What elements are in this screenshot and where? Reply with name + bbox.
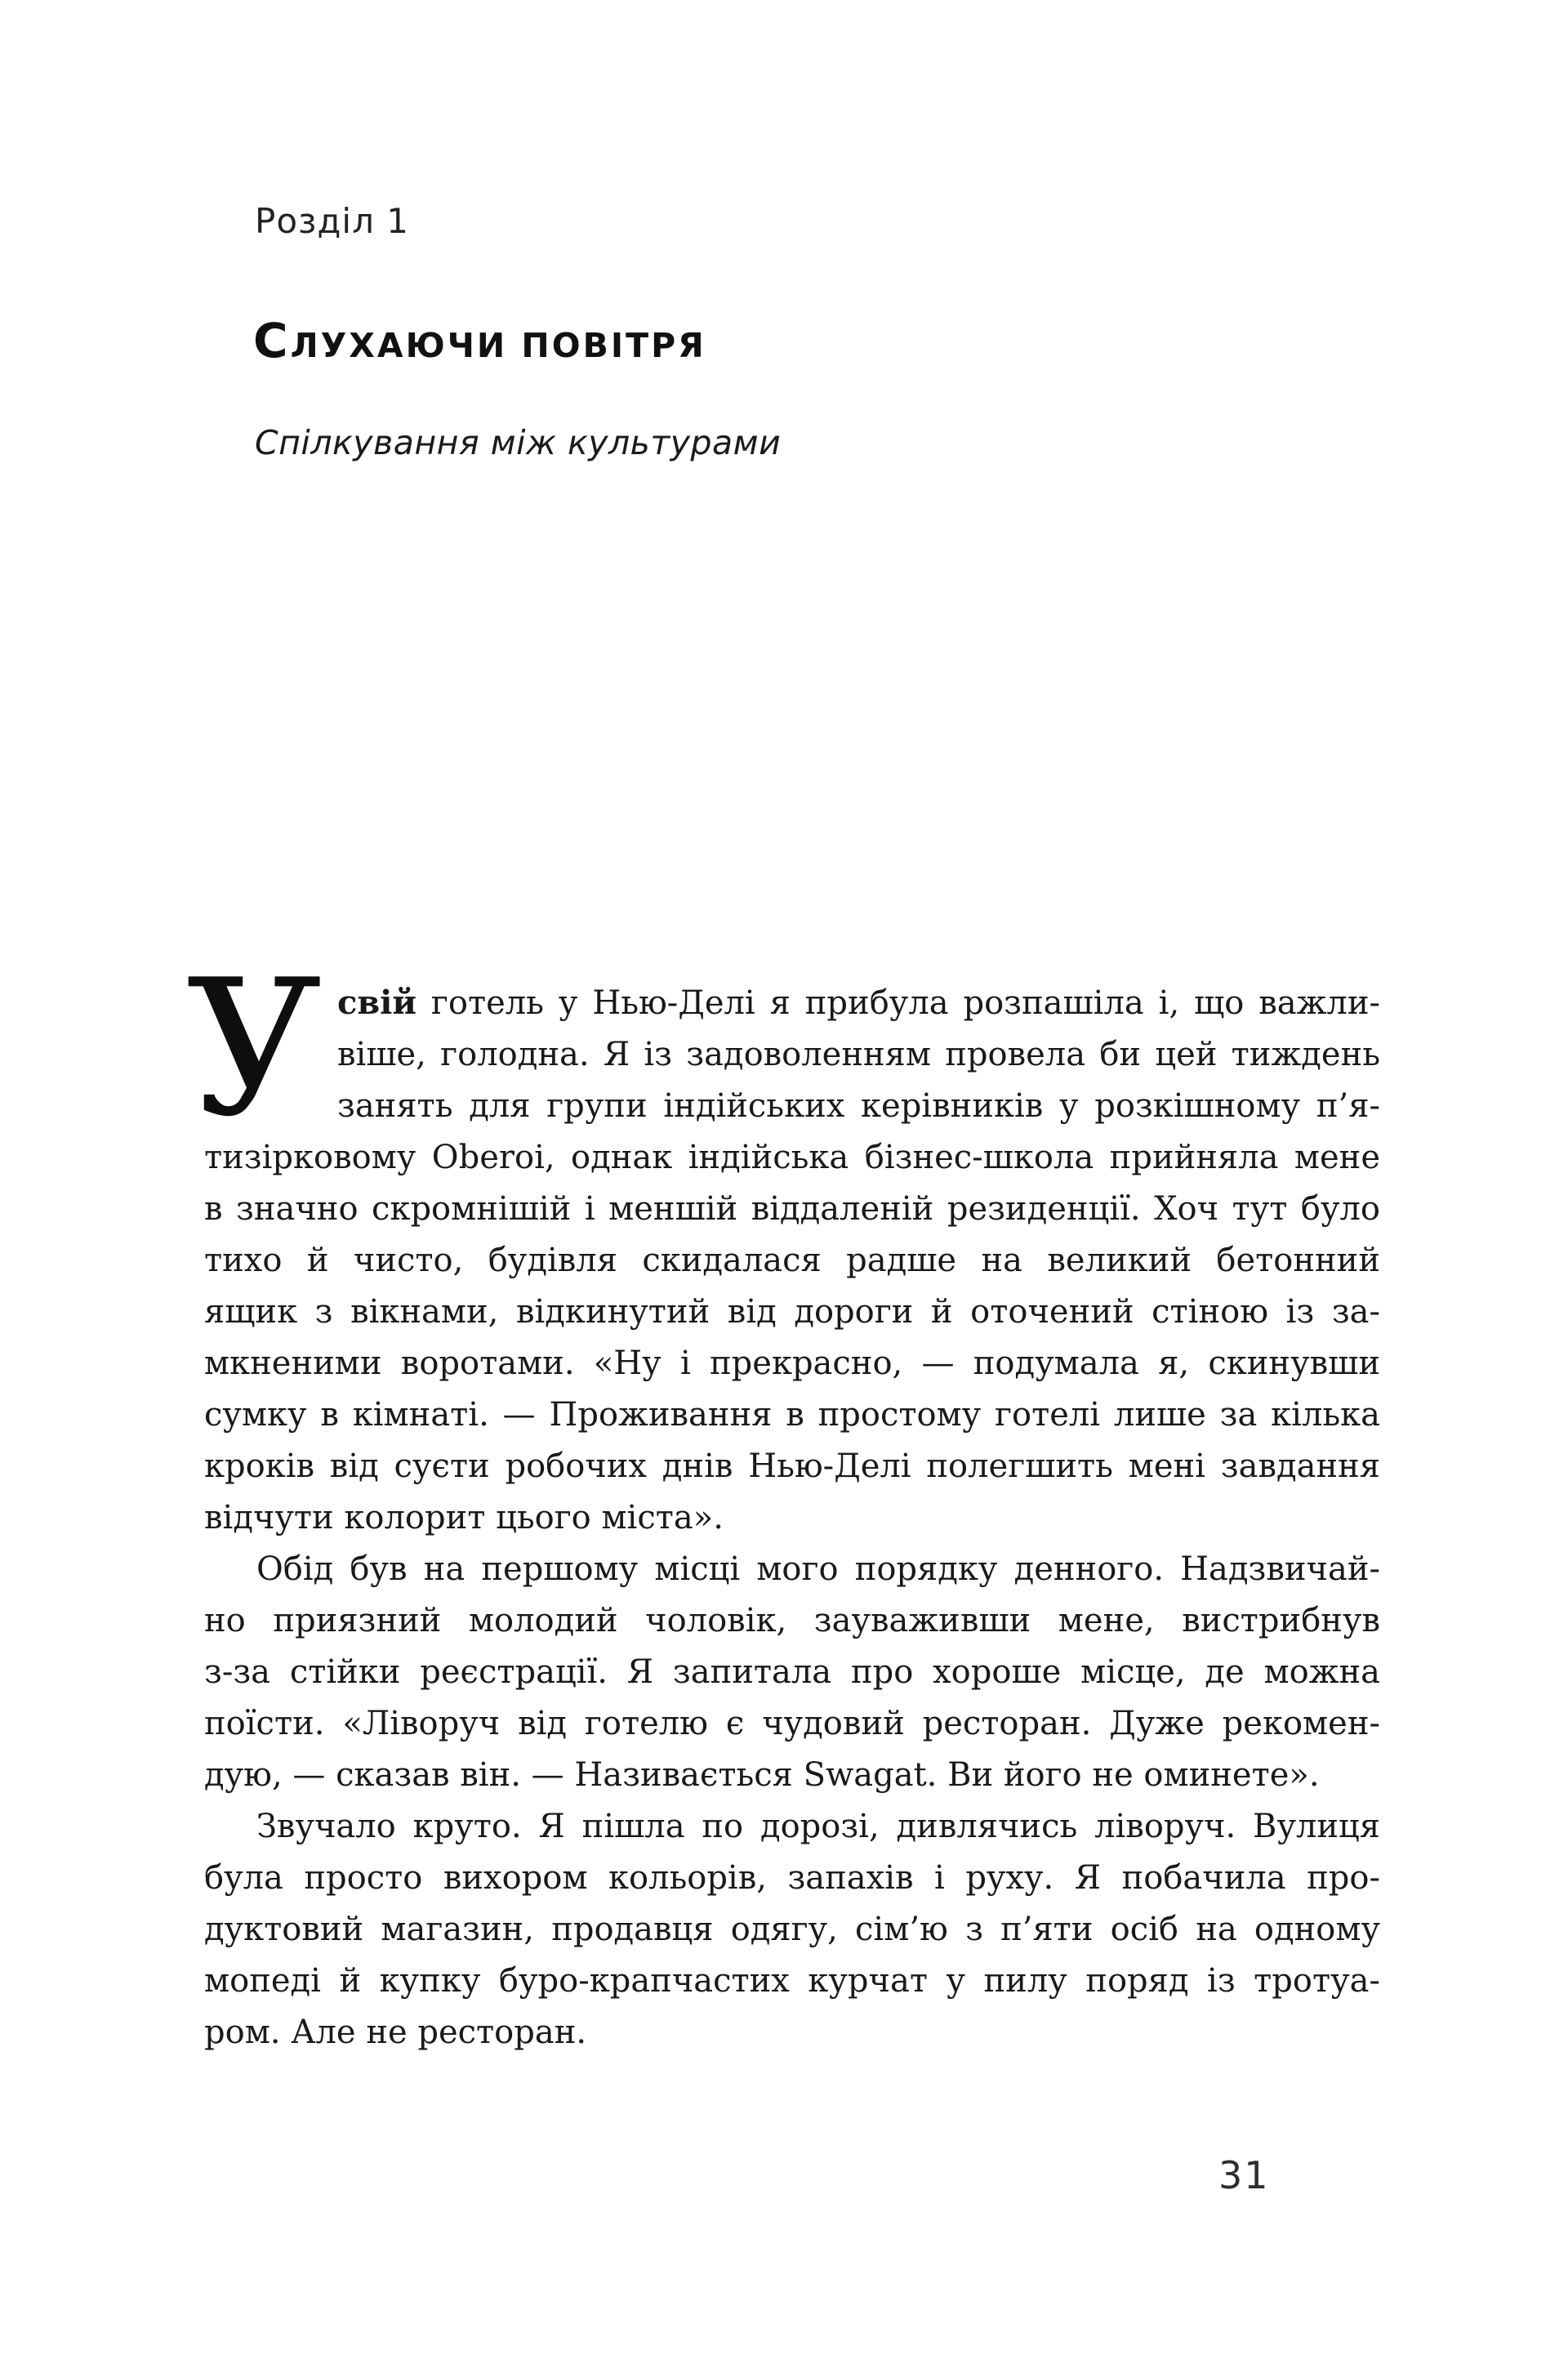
text-line: ром. Але не ресторан.	[204, 2014, 587, 2051]
text-line: сумку в кімнаті. — Проживання в простому готелі лише за кілька	[204, 1396, 1380, 1434]
chapter-label: Розділ 1	[255, 201, 409, 241]
text-line: тизірковому Oberoi, однак індійська бізнес-школа прийняла мене	[204, 1139, 1380, 1176]
chapter-title-initial: С	[253, 313, 291, 368]
text-line: мкненими воротами. «Ну і прекрасно, — подумала я, скинувши	[204, 1345, 1380, 1382]
text-line: дуктовий магазин, продавця одягу, сім’ю з п’яти осіб на одному	[204, 1911, 1380, 1948]
text-line: в значно скромнішій і меншій віддаленій резиденції. Хоч тут було	[204, 1190, 1380, 1228]
text-line: кроків від суєти робочих днів Нью-Делі полегшить мені завдання	[204, 1447, 1380, 1485]
drop-cap-letter: У	[186, 940, 323, 1158]
text-line: ящик з вікнами, відкинутий від дороги й оточений стіною із за-	[204, 1293, 1380, 1331]
text-line: Обід був на першому місці мого порядку денного. Надзвичай-	[256, 1550, 1380, 1588]
text-line: мопеді й купку буро-крапчастих курчат у пилу поряд із тротуа-	[204, 1962, 1380, 2000]
text-line: з-за стійки реєстрації. Я запитала про хороше місце, де можна	[204, 1653, 1380, 1691]
text-line: но приязний молодий чоловік, зауваживши мене, вистрибнув	[204, 1602, 1380, 1639]
text-line: була просто вихором кольорів, запахів і руху. Я побачила про-	[204, 1859, 1380, 1897]
text-line: занять для групи індійських керівників у розкішному п’я-	[337, 1087, 1380, 1125]
drop-cap	[186, 940, 337, 1158]
text-line: відчути колорит цього міста».	[204, 1499, 724, 1537]
page-number: 31	[1218, 2153, 1270, 2197]
bold-lead-word: свій	[337, 983, 417, 1022]
text-line: поїсти. «Ліворуч від готелю є чудовий ресторан. Дуже рекомен-	[204, 1705, 1380, 1742]
chapter-subtitle: Спілкування між культурами	[255, 423, 782, 462]
paragraph	[204, 1801, 1380, 2058]
body-text	[186, 940, 1380, 2058]
text-line: дую, — сказав він. — Називається Swagat. Ви його не оминете».	[204, 1756, 1320, 1794]
chapter-title	[253, 313, 706, 368]
text-line: свій готель у Нью-Делі я прибула розпашіла і, що важли-	[337, 983, 1380, 1022]
chapter-title-rest: ЛУХАЮЧИ ПОВІТРЯ	[290, 326, 706, 365]
text-line: Звучало круто. Я пішла по дорозі, дивлячись ліворуч. Вулиця	[256, 1808, 1380, 1845]
paragraph	[204, 1544, 1380, 1801]
text-line: віше, голодна. Я із задоволенням провела би цей тиждень	[337, 1036, 1380, 1073]
text-line: тихо й чисто, будівля скидалася радше на великий бетонний	[204, 1242, 1380, 1279]
paragraph	[186, 940, 1380, 1544]
